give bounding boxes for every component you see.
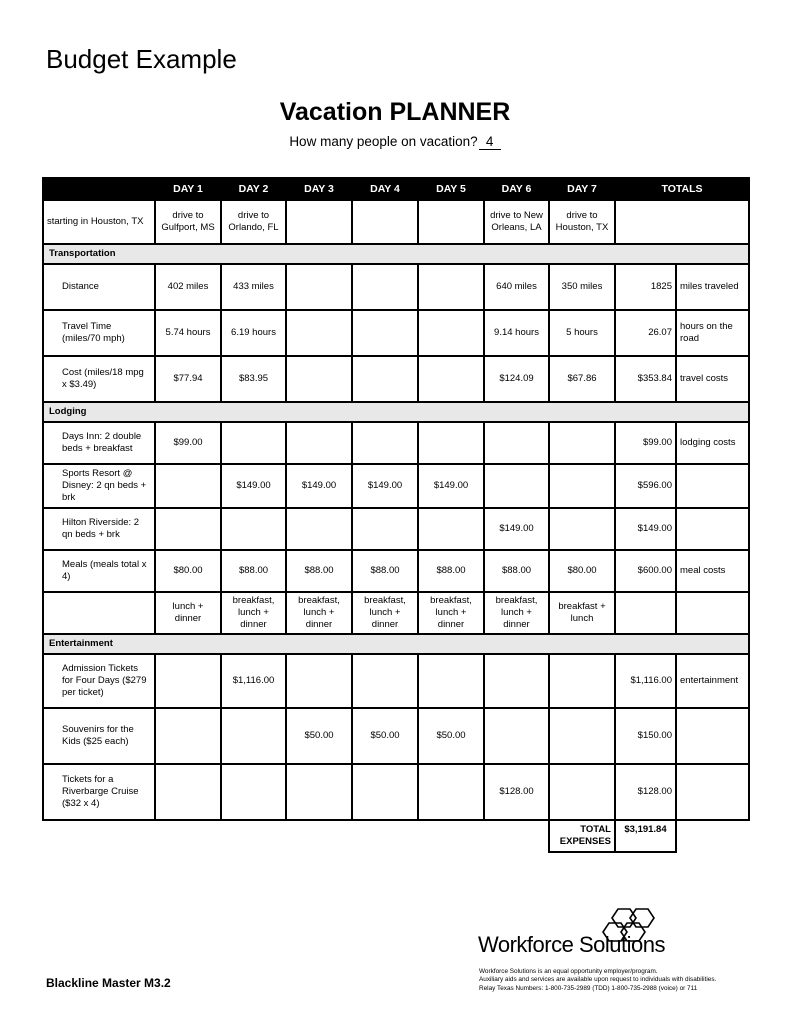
table-row <box>43 764 749 820</box>
day-cell <box>286 422 352 464</box>
day-cell: $149.00 <box>286 464 352 508</box>
day-cell: $88.00 <box>352 550 418 592</box>
day-cell: $77.94 <box>155 356 221 402</box>
header-cell-day-5: DAY 5 <box>418 178 484 200</box>
total-note-cell: miles traveled <box>676 264 749 310</box>
row-label <box>43 592 155 634</box>
table-row <box>43 708 749 764</box>
table-row <box>43 264 749 310</box>
section-row-lodging <box>43 402 749 422</box>
total-cell: $1,116.00 <box>615 654 676 708</box>
page-title: Vacation PLANNER <box>279 98 511 126</box>
vacation-planner-table <box>42 177 750 853</box>
table-row <box>43 654 749 708</box>
day-cell <box>418 422 484 464</box>
total-cell: 26.07 <box>615 310 676 356</box>
header-cell-day-7: DAY 7 <box>549 178 615 200</box>
table-row <box>43 422 749 464</box>
total-note-cell <box>676 592 749 634</box>
logo-wordmark: Workforce Solutions <box>478 932 665 957</box>
header-row <box>43 178 749 200</box>
day-cell: $124.09 <box>484 356 549 402</box>
total-spacer <box>43 820 549 852</box>
table-row <box>43 508 749 550</box>
row-label: Hilton Riverside: 2 qn beds + brk <box>43 508 155 550</box>
day-cell: $99.00 <box>155 422 221 464</box>
row-label: Admission Tickets for Four Days ($279 per ticket) <box>43 654 155 708</box>
day-cell: 9.14 hours <box>484 310 549 356</box>
day-cell: $83.95 <box>221 356 286 402</box>
people-question <box>0 134 790 150</box>
section-row-transportation <box>43 244 749 264</box>
total-note-cell: lodging costs <box>676 422 749 464</box>
day-cell <box>286 508 352 550</box>
total-expenses-value: $3,191.84 <box>615 820 676 852</box>
day-cell: $88.00 <box>286 550 352 592</box>
day-cell: breakfast, lunch + dinner <box>484 592 549 634</box>
legal-line: Workforce Solutions is an equal opportunity employer/program. <box>479 968 658 975</box>
route-day-cell: drive to New Orleans, LA <box>484 200 549 244</box>
total-note-cell: entertainment <box>676 654 749 708</box>
day-cell <box>549 654 615 708</box>
total-cell: $353.84 <box>615 356 676 402</box>
day-cell: $50.00 <box>352 708 418 764</box>
total-cell: 1825 <box>615 264 676 310</box>
day-cell: 350 miles <box>549 264 615 310</box>
header-cell-blank <box>43 178 155 200</box>
section-title-entertainment: Entertainment <box>43 634 749 654</box>
people-count: 4 <box>479 134 501 150</box>
day-cell <box>352 356 418 402</box>
day-cell: $80.00 <box>155 550 221 592</box>
day-cell: 5.74 hours <box>155 310 221 356</box>
header-cell-day-2: DAY 2 <box>221 178 286 200</box>
day-cell <box>549 464 615 508</box>
route-label: starting in Houston, TX <box>43 200 155 244</box>
header-cell-day-6: DAY 6 <box>484 178 549 200</box>
total-cell: $596.00 <box>615 464 676 508</box>
day-cell <box>352 764 418 820</box>
day-cell: lunch + dinner <box>155 592 221 634</box>
day-cell <box>352 508 418 550</box>
day-cell <box>221 708 286 764</box>
day-cell <box>352 422 418 464</box>
row-label: Cost (miles/18 mpg x $3.49) <box>43 356 155 402</box>
day-cell: breakfast + lunch <box>549 592 615 634</box>
route-day-cell: drive to Orlando, FL <box>221 200 286 244</box>
day-cell: breakfast, lunch + dinner <box>352 592 418 634</box>
total-cell: $150.00 <box>615 708 676 764</box>
route-day-cell <box>286 200 352 244</box>
row-label: Souvenirs for the Kids ($25 each) <box>43 708 155 764</box>
legal-line: Auxiliary aids and services are available upon request to individuals with disabilities. <box>479 976 717 984</box>
row-label: Days Inn: 2 double beds + breakfast <box>43 422 155 464</box>
day-cell: $67.86 <box>549 356 615 402</box>
day-cell <box>155 708 221 764</box>
day-cell <box>286 356 352 402</box>
day-cell <box>155 654 221 708</box>
day-cell <box>418 310 484 356</box>
total-cell: $99.00 <box>615 422 676 464</box>
row-label: Travel Time (miles/70 mph) <box>43 310 155 356</box>
day-cell <box>155 508 221 550</box>
total-expenses-label: TOTAL EXPENSES <box>549 820 615 852</box>
day-cell: $88.00 <box>221 550 286 592</box>
total-note-cell: meal costs <box>676 550 749 592</box>
day-cell: 402 miles <box>155 264 221 310</box>
day-cell: $149.00 <box>484 508 549 550</box>
route-day-cell: drive to Gulfport, MS <box>155 200 221 244</box>
header-cell-totals: TOTALS <box>615 178 749 200</box>
day-cell: $149.00 <box>221 464 286 508</box>
table-row <box>43 550 749 592</box>
day-cell: 433 miles <box>221 264 286 310</box>
document-heading: Budget Example <box>46 44 237 74</box>
day-cell: $149.00 <box>418 464 484 508</box>
total-spacer-right <box>676 820 749 852</box>
day-cell <box>155 764 221 820</box>
total-cell <box>615 592 676 634</box>
total-cell: $149.00 <box>615 508 676 550</box>
legal-notice <box>479 968 779 993</box>
section-title-transportation: Transportation <box>43 244 749 264</box>
route-total-cell <box>615 200 749 244</box>
table-row <box>43 310 749 356</box>
day-cell <box>286 310 352 356</box>
total-note-cell <box>676 464 749 508</box>
row-label: Meals (meals total x 4) <box>43 550 155 592</box>
day-cell <box>484 654 549 708</box>
table-row <box>43 356 749 402</box>
day-cell <box>549 422 615 464</box>
blackline-master-label: Blackline Master M3.2 <box>46 976 171 990</box>
header-cell-day-4: DAY 4 <box>352 178 418 200</box>
day-cell: $80.00 <box>549 550 615 592</box>
day-cell <box>484 422 549 464</box>
day-cell: breakfast, lunch + dinner <box>286 592 352 634</box>
day-cell <box>286 654 352 708</box>
header-cell-day-1: DAY 1 <box>155 178 221 200</box>
row-label: Sports Resort @ Disney: 2 qn beds + brk <box>43 464 155 508</box>
day-cell: $50.00 <box>418 708 484 764</box>
day-cell <box>484 708 549 764</box>
total-note-cell: hours on the road <box>676 310 749 356</box>
day-cell <box>286 764 352 820</box>
day-cell <box>286 264 352 310</box>
day-cell <box>418 508 484 550</box>
day-cell <box>484 464 549 508</box>
day-cell <box>418 764 484 820</box>
total-cell: $128.00 <box>615 764 676 820</box>
day-cell: 5 hours <box>549 310 615 356</box>
day-cell <box>221 764 286 820</box>
day-cell: 640 miles <box>484 264 549 310</box>
route-day-cell: drive to Houston, TX <box>549 200 615 244</box>
legal-line: Relay Texas Numbers: 1-800-735-2989 (TDD) 1-800-735-2988 (voice) or 711 <box>479 984 698 992</box>
day-cell: $1,116.00 <box>221 654 286 708</box>
day-cell: $149.00 <box>352 464 418 508</box>
section-title-lodging: Lodging <box>43 402 749 422</box>
section-row-entertainment <box>43 634 749 654</box>
day-cell: $128.00 <box>484 764 549 820</box>
day-cell: $50.00 <box>286 708 352 764</box>
route-day-cell <box>418 200 484 244</box>
day-cell <box>549 508 615 550</box>
day-cell <box>155 464 221 508</box>
route-row <box>43 200 749 244</box>
total-note-cell <box>676 764 749 820</box>
total-cell: $600.00 <box>615 550 676 592</box>
day-cell <box>221 508 286 550</box>
day-cell: $88.00 <box>418 550 484 592</box>
row-label: Tickets for a Riverbarge Cruise ($32 x 4) <box>43 764 155 820</box>
route-day-cell <box>352 200 418 244</box>
day-cell: $88.00 <box>484 550 549 592</box>
total-note-cell <box>676 708 749 764</box>
total-expenses-row <box>43 820 749 852</box>
table-row <box>43 592 749 634</box>
day-cell <box>221 422 286 464</box>
day-cell: 6.19 hours <box>221 310 286 356</box>
header-cell-day-3: DAY 3 <box>286 178 352 200</box>
day-cell: breakfast, lunch + dinner <box>221 592 286 634</box>
day-cell <box>418 654 484 708</box>
table-row <box>43 464 749 508</box>
day-cell <box>418 356 484 402</box>
day-cell: breakfast, lunch + dinner <box>418 592 484 634</box>
day-cell <box>352 264 418 310</box>
day-cell <box>549 708 615 764</box>
row-label: Distance <box>43 264 155 310</box>
people-question-text: How many people on vacation? <box>289 134 478 149</box>
day-cell <box>352 310 418 356</box>
total-note-cell <box>676 508 749 550</box>
day-cell <box>352 654 418 708</box>
day-cell <box>549 764 615 820</box>
day-cell <box>418 264 484 310</box>
total-note-cell: travel costs <box>676 356 749 402</box>
